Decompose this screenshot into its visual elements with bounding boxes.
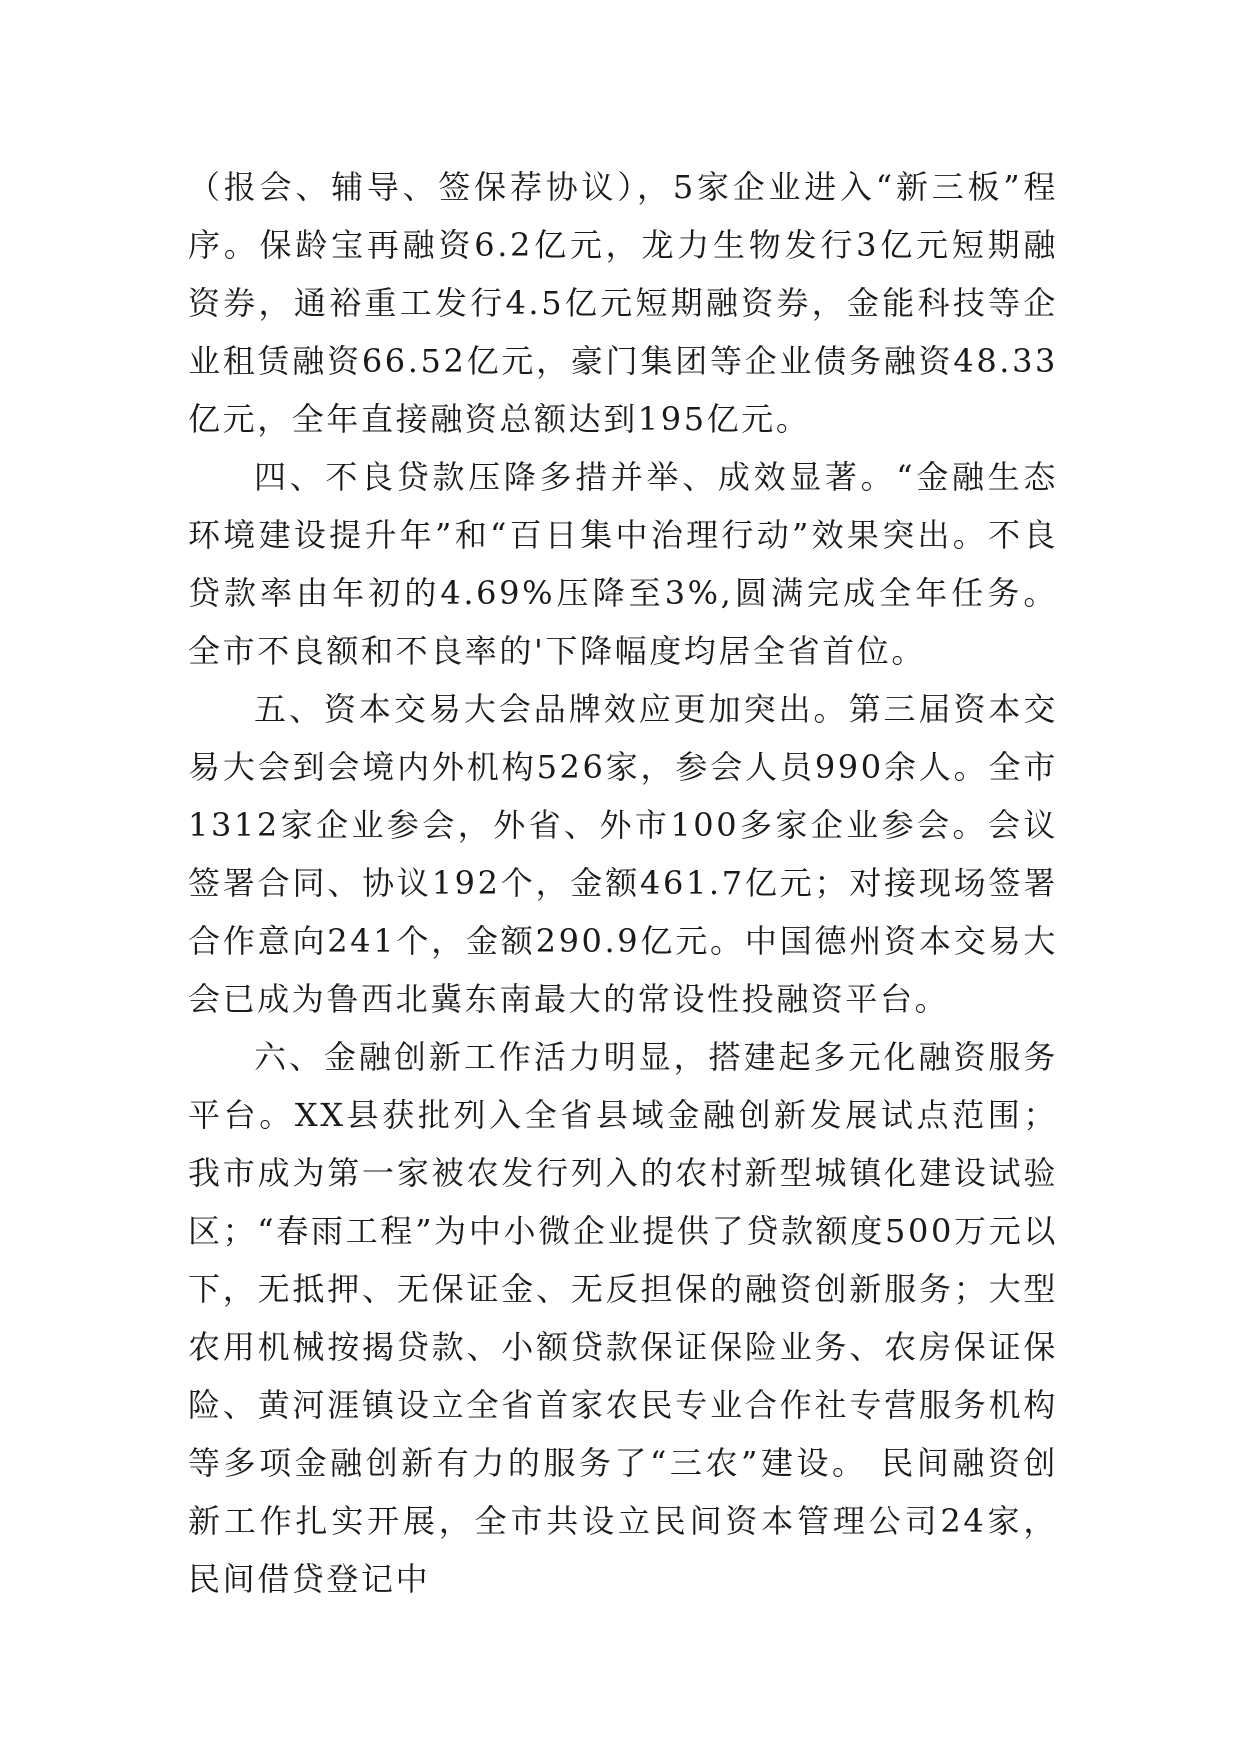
paragraph-section-4: 四、不良贷款压降多措并举、成效显著。“金融生态环境建设提升年”和“百日集中治理行动”效果突出。不良贷款率由年初的4.69%压降至3%,圆满完成全年任务。全市不良额和不良率的'下降幅度均居全省首位。 xyxy=(188,458,1058,670)
paragraph-continuation: （报会、辅导、签保荐协议），5家企业进入“新三板”程序。保龄宝再融资6.2亿元，龙力生物发行3亿元短期融资券，通裕重工发行4.5亿元短期融资券，金能科技等企业租赁融资66.52亿元，豪门集团等企业债务融资48.33亿元，全年直接融资总额达到195亿元。 xyxy=(188,168,1058,438)
document-body xyxy=(188,158,1058,1608)
paragraph-section-6: 六、金融创新工作活力明显，搭建起多元化融资服务平台。XX县获批列入全省县域金融创新发展试点范围；我市成为第一家被农发行列入的农村新型城镇化建设试验区；“春雨工程”为中小微企业提供了贷款额度500万元以下，无抵押、无保证金、无反担保的融资创新服务；大型农用机械按揭贷款、小额贷款保证保险业务、农房保证保险、黄河涯镇设立全省首家农民专业合作社专营服务机构等多项金融创新有力的服务了“三农”建设。 民间融资创新工作扎实开展，全市共设立民间资本管理公司24家，民间借贷登记中 xyxy=(188,1038,1058,1598)
paragraph-section-5: 五、资本交易大会品牌效应更加突出。第三届资本交易大会到会境内外机构526家，参会人员990余人。全市1312家企业参会，外省、外市100多家企业参会。会议签署合同、协议192个，金额461.7亿元；对接现场签署合作意向241个，金额290.9亿元。中国德州资本交易大会已成为鲁西北冀东南最大的常设性投融资平台。 xyxy=(188,690,1058,1018)
